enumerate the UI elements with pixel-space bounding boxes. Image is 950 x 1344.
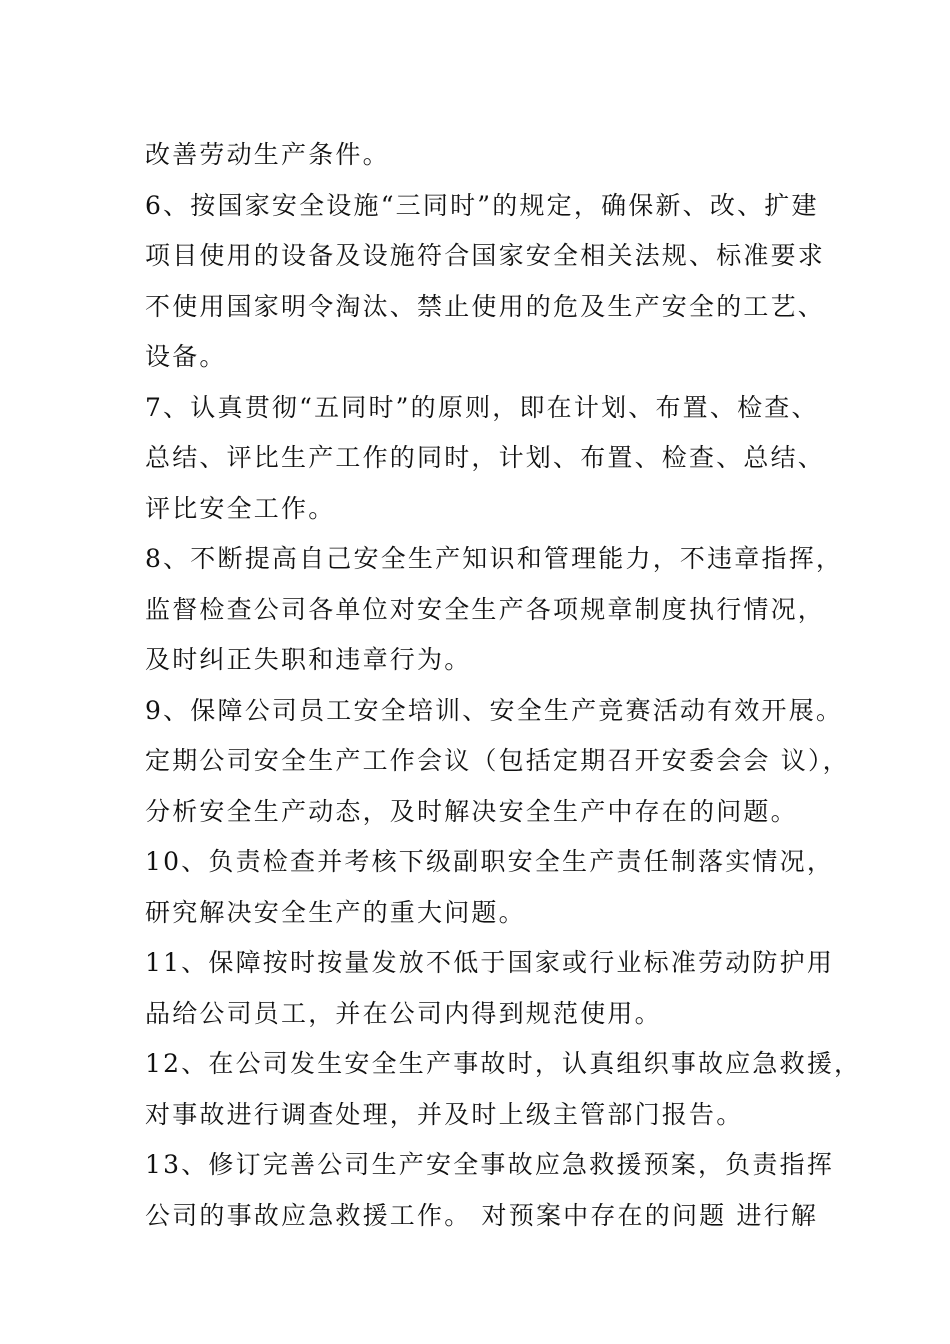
text-line: 总结、评比生产工作的同时，计划、布置、检查、总结、: [145, 443, 826, 472]
text-line: 研究解决安全生产的重大问题。: [145, 897, 526, 927]
text-line: 对事故进行调查处理，并及时上级主管部门报告。: [145, 1099, 744, 1129]
text-line: 12、在公司发生安全生产事故时，认真组织事故应急救援，: [145, 1049, 862, 1078]
document-body: [145, 130, 862, 1241]
text-line: 及时纠正失职和违章行为。: [145, 645, 472, 674]
text-line: 不使用国家明令淘汰、禁止使用的危及生产安全的工艺、: [145, 291, 826, 321]
text-line: 评比安全工作。: [145, 493, 336, 523]
text-line: 9、保障公司员工安全培训、安全生产竞赛活动有效开展。: [145, 695, 844, 725]
text-line: 10、负责检查并考核下级副职安全生产责任制落实情况，: [145, 847, 835, 876]
text-line: 分析安全生产动态，及时解决安全生产中存在的问题。: [145, 796, 798, 826]
text-line: 监督检查公司各单位对安全生产各项规章制度执行情况，: [145, 594, 826, 624]
text-line: 8、不断提高自己安全生产知识和管理能力，不违章指挥，: [145, 544, 844, 573]
text-line: 7、认真贯彻“五同时”的原则，即在计划、布置、检查、: [145, 392, 819, 422]
text-line: 品给公司员工，并在公司内得到规范使用。: [145, 998, 662, 1028]
text-line: 6、按国家安全设施“三同时”的规定，确保新、改、扩建: [145, 190, 819, 220]
text-line: 设备。: [145, 342, 227, 371]
text-line: 改善劳动生产条件。: [145, 140, 390, 169]
text-line: 公司的事故应急救援工作。 对预案中存在的问题 进行解: [145, 1200, 819, 1230]
text-line: 13、修订完善公司生产安全事故应急救援预案，负责指挥: [145, 1150, 835, 1179]
text-line: 11、保障按时按量发放不低于国家或行业标准劳动防护用: [145, 948, 835, 977]
text-line: 项目使用的设备及设施符合国家安全相关法规、标准要求: [145, 241, 826, 270]
text-line: 定期公司安全生产工作会议（包括定期召开安委会会 议），: [145, 746, 850, 775]
